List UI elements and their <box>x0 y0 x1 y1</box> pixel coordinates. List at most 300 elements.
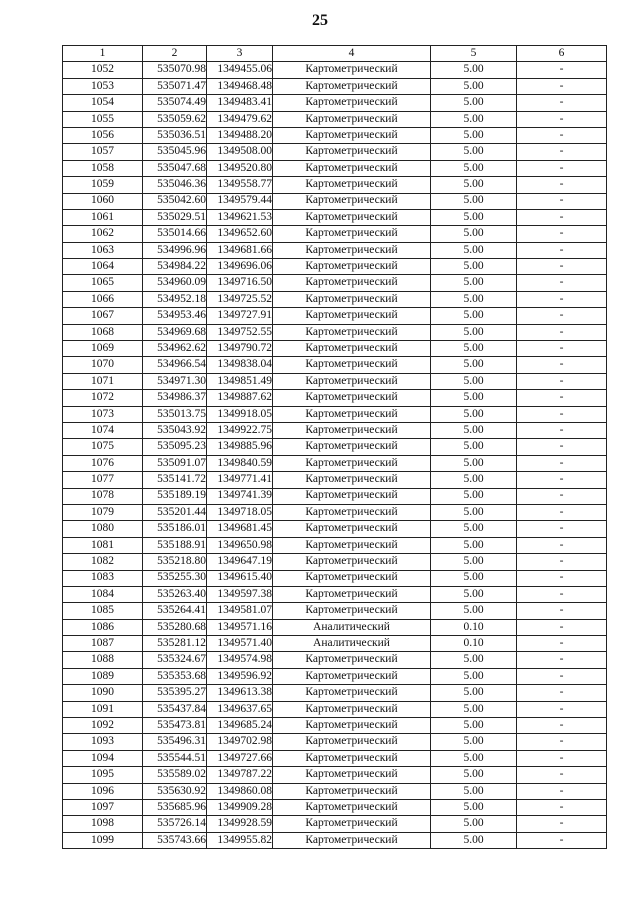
cell-accuracy: 5.00 <box>431 668 517 684</box>
cell-accuracy: 5.00 <box>431 127 517 143</box>
cell-note: - <box>517 160 607 176</box>
cell-note: - <box>517 767 607 783</box>
table-row <box>63 242 607 258</box>
cell-x-coordinate: 535630.92 <box>143 783 207 799</box>
cell-x-coordinate: 535544.51 <box>143 750 207 766</box>
cell-method: Картометрический <box>273 832 431 848</box>
cell-point-number: 1054 <box>63 95 143 111</box>
cell-y-coordinate: 1349918.05 <box>207 406 273 422</box>
cell-x-coordinate: 535589.02 <box>143 767 207 783</box>
cell-y-coordinate: 1349571.40 <box>207 636 273 652</box>
cell-y-coordinate: 1349922.75 <box>207 422 273 438</box>
cell-note: - <box>517 701 607 717</box>
cell-method: Картометрический <box>273 127 431 143</box>
cell-y-coordinate: 1349621.53 <box>207 209 273 225</box>
cell-x-coordinate: 535091.07 <box>143 455 207 471</box>
cell-note: - <box>517 357 607 373</box>
cell-accuracy: 5.00 <box>431 242 517 258</box>
cell-point-number: 1059 <box>63 177 143 193</box>
cell-method: Картометрический <box>273 390 431 406</box>
cell-y-coordinate: 1349597.38 <box>207 586 273 602</box>
cell-note: - <box>517 504 607 520</box>
table-row <box>63 144 607 160</box>
cell-note: - <box>517 308 607 324</box>
cell-x-coordinate: 534984.22 <box>143 259 207 275</box>
cell-note: - <box>517 734 607 750</box>
cell-method: Картометрический <box>273 504 431 520</box>
header-col-1: 1 <box>63 46 143 62</box>
cell-point-number: 1088 <box>63 652 143 668</box>
cell-method: Картометрический <box>273 668 431 684</box>
cell-x-coordinate: 534952.18 <box>143 291 207 307</box>
table-body <box>63 62 607 849</box>
cell-note: - <box>517 111 607 127</box>
cell-method: Картометрический <box>273 570 431 586</box>
cell-note: - <box>517 193 607 209</box>
cell-x-coordinate: 534962.62 <box>143 341 207 357</box>
table-row <box>63 652 607 668</box>
cell-point-number: 1087 <box>63 636 143 652</box>
cell-method: Картометрический <box>273 488 431 504</box>
cell-accuracy: 5.00 <box>431 767 517 783</box>
cell-point-number: 1073 <box>63 406 143 422</box>
cell-y-coordinate: 1349520.80 <box>207 160 273 176</box>
cell-y-coordinate: 1349508.00 <box>207 144 273 160</box>
cell-point-number: 1068 <box>63 324 143 340</box>
cell-y-coordinate: 1349860.08 <box>207 783 273 799</box>
cell-x-coordinate: 535281.12 <box>143 636 207 652</box>
header-col-5: 5 <box>431 46 517 62</box>
page-number: 25 <box>312 12 328 29</box>
cell-accuracy: 5.00 <box>431 390 517 406</box>
header-col-2: 2 <box>143 46 207 62</box>
cell-point-number: 1070 <box>63 357 143 373</box>
cell-y-coordinate: 1349558.77 <box>207 177 273 193</box>
cell-note: - <box>517 291 607 307</box>
cell-y-coordinate: 1349771.41 <box>207 472 273 488</box>
cell-note: - <box>517 570 607 586</box>
cell-point-number: 1084 <box>63 586 143 602</box>
cell-y-coordinate: 1349579.44 <box>207 193 273 209</box>
cell-point-number: 1071 <box>63 373 143 389</box>
table-row <box>63 537 607 553</box>
cell-accuracy: 5.00 <box>431 783 517 799</box>
cell-accuracy: 5.00 <box>431 291 517 307</box>
cell-point-number: 1094 <box>63 750 143 766</box>
table-header-row <box>63 46 607 62</box>
table-row <box>63 783 607 799</box>
cell-x-coordinate: 534971.30 <box>143 373 207 389</box>
cell-accuracy: 5.00 <box>431 439 517 455</box>
cell-note: - <box>517 95 607 111</box>
cell-method: Аналитический <box>273 636 431 652</box>
cell-point-number: 1097 <box>63 799 143 815</box>
cell-point-number: 1072 <box>63 390 143 406</box>
cell-x-coordinate: 535496.31 <box>143 734 207 750</box>
table-row <box>63 636 607 652</box>
cell-accuracy: 5.00 <box>431 685 517 701</box>
cell-x-coordinate: 534996.96 <box>143 242 207 258</box>
cell-x-coordinate: 535042.60 <box>143 193 207 209</box>
cell-x-coordinate: 535013.75 <box>143 406 207 422</box>
cell-y-coordinate: 1349885.96 <box>207 439 273 455</box>
cell-note: - <box>517 554 607 570</box>
table-row <box>63 78 607 94</box>
cell-x-coordinate: 535264.41 <box>143 603 207 619</box>
cell-accuracy: 0.10 <box>431 619 517 635</box>
table-row <box>63 341 607 357</box>
cell-accuracy: 5.00 <box>431 734 517 750</box>
cell-point-number: 1098 <box>63 816 143 832</box>
cell-point-number: 1083 <box>63 570 143 586</box>
cell-accuracy: 5.00 <box>431 652 517 668</box>
cell-accuracy: 5.00 <box>431 193 517 209</box>
cell-y-coordinate: 1349909.28 <box>207 799 273 815</box>
cell-x-coordinate: 534953.46 <box>143 308 207 324</box>
cell-accuracy: 5.00 <box>431 308 517 324</box>
cell-x-coordinate: 535743.66 <box>143 832 207 848</box>
cell-method: Аналитический <box>273 619 431 635</box>
cell-point-number: 1058 <box>63 160 143 176</box>
cell-note: - <box>517 537 607 553</box>
cell-x-coordinate: 535070.98 <box>143 62 207 78</box>
cell-point-number: 1062 <box>63 226 143 242</box>
header-col-4: 4 <box>273 46 431 62</box>
cell-x-coordinate: 535437.84 <box>143 701 207 717</box>
cell-accuracy: 5.00 <box>431 472 517 488</box>
cell-y-coordinate: 1349650.98 <box>207 537 273 553</box>
table-row <box>63 226 607 242</box>
cell-method: Картометрический <box>273 357 431 373</box>
cell-x-coordinate: 535395.27 <box>143 685 207 701</box>
cell-y-coordinate: 1349727.66 <box>207 750 273 766</box>
cell-x-coordinate: 535046.36 <box>143 177 207 193</box>
cell-note: - <box>517 324 607 340</box>
cell-method: Картометрический <box>273 160 431 176</box>
cell-method: Картометрический <box>273 439 431 455</box>
cell-x-coordinate: 535324.67 <box>143 652 207 668</box>
cell-note: - <box>517 259 607 275</box>
cell-y-coordinate: 1349596.92 <box>207 668 273 684</box>
cell-point-number: 1080 <box>63 521 143 537</box>
cell-accuracy: 5.00 <box>431 603 517 619</box>
cell-x-coordinate: 535141.72 <box>143 472 207 488</box>
table-row <box>63 718 607 734</box>
cell-note: - <box>517 652 607 668</box>
table-row <box>63 406 607 422</box>
cell-y-coordinate: 1349488.20 <box>207 127 273 143</box>
cell-method: Картометрический <box>273 406 431 422</box>
cell-method: Картометрический <box>273 78 431 94</box>
cell-x-coordinate: 535726.14 <box>143 816 207 832</box>
cell-accuracy: 5.00 <box>431 259 517 275</box>
cell-point-number: 1081 <box>63 537 143 553</box>
table-row <box>63 390 607 406</box>
cell-note: - <box>517 718 607 734</box>
cell-note: - <box>517 78 607 94</box>
cell-note: - <box>517 603 607 619</box>
cell-note: - <box>517 422 607 438</box>
cell-point-number: 1052 <box>63 62 143 78</box>
cell-y-coordinate: 1349702.98 <box>207 734 273 750</box>
cell-note: - <box>517 783 607 799</box>
cell-point-number: 1093 <box>63 734 143 750</box>
cell-method: Картометрический <box>273 422 431 438</box>
cell-point-number: 1057 <box>63 144 143 160</box>
cell-accuracy: 5.00 <box>431 422 517 438</box>
table-row <box>63 603 607 619</box>
table-row <box>63 668 607 684</box>
table-row <box>63 177 607 193</box>
table-row <box>63 357 607 373</box>
cell-method: Картометрический <box>273 95 431 111</box>
cell-accuracy: 5.00 <box>431 226 517 242</box>
cell-method: Картометрический <box>273 799 431 815</box>
cell-point-number: 1078 <box>63 488 143 504</box>
cell-note: - <box>517 209 607 225</box>
cell-y-coordinate: 1349455.06 <box>207 62 273 78</box>
table-row <box>63 62 607 78</box>
cell-accuracy: 5.00 <box>431 570 517 586</box>
cell-accuracy: 5.00 <box>431 95 517 111</box>
cell-y-coordinate: 1349574.98 <box>207 652 273 668</box>
cell-point-number: 1076 <box>63 455 143 471</box>
cell-y-coordinate: 1349840.59 <box>207 455 273 471</box>
cell-method: Картометрический <box>273 554 431 570</box>
cell-y-coordinate: 1349851.49 <box>207 373 273 389</box>
cell-method: Картометрический <box>273 291 431 307</box>
cell-y-coordinate: 1349787.22 <box>207 767 273 783</box>
table-row <box>63 373 607 389</box>
cell-point-number: 1082 <box>63 554 143 570</box>
cell-method: Картометрический <box>273 783 431 799</box>
cell-note: - <box>517 472 607 488</box>
cell-note: - <box>517 127 607 143</box>
table-row <box>63 308 607 324</box>
cell-point-number: 1065 <box>63 275 143 291</box>
cell-method: Картометрический <box>273 324 431 340</box>
cell-x-coordinate: 535186.01 <box>143 521 207 537</box>
cell-x-coordinate: 535473.81 <box>143 718 207 734</box>
cell-x-coordinate: 535047.68 <box>143 160 207 176</box>
cell-accuracy: 5.00 <box>431 406 517 422</box>
cell-y-coordinate: 1349928.59 <box>207 816 273 832</box>
table-row <box>63 160 607 176</box>
cell-method: Картометрический <box>273 259 431 275</box>
cell-y-coordinate: 1349483.41 <box>207 95 273 111</box>
table-row <box>63 554 607 570</box>
table-row <box>63 619 607 635</box>
cell-y-coordinate: 1349468.48 <box>207 78 273 94</box>
cell-y-coordinate: 1349955.82 <box>207 832 273 848</box>
cell-y-coordinate: 1349681.66 <box>207 242 273 258</box>
cell-x-coordinate: 535043.92 <box>143 422 207 438</box>
cell-y-coordinate: 1349685.24 <box>207 718 273 734</box>
table-row <box>63 324 607 340</box>
cell-method: Картометрический <box>273 701 431 717</box>
cell-note: - <box>517 586 607 602</box>
cell-method: Картометрический <box>273 685 431 701</box>
cell-note: - <box>517 816 607 832</box>
cell-note: - <box>517 406 607 422</box>
table-row <box>63 570 607 586</box>
cell-method: Картометрический <box>273 586 431 602</box>
cell-method: Картометрический <box>273 177 431 193</box>
cell-method: Картометрический <box>273 537 431 553</box>
table-row <box>63 291 607 307</box>
cell-note: - <box>517 750 607 766</box>
cell-note: - <box>517 488 607 504</box>
cell-accuracy: 5.00 <box>431 750 517 766</box>
cell-method: Картометрический <box>273 455 431 471</box>
cell-x-coordinate: 535280.68 <box>143 619 207 635</box>
cell-method: Картометрический <box>273 767 431 783</box>
cell-method: Картометрический <box>273 816 431 832</box>
header-col-3: 3 <box>207 46 273 62</box>
cell-method: Картометрический <box>273 308 431 324</box>
cell-point-number: 1089 <box>63 668 143 684</box>
table-row <box>63 209 607 225</box>
cell-point-number: 1066 <box>63 291 143 307</box>
cell-y-coordinate: 1349718.05 <box>207 504 273 520</box>
cell-method: Картометрический <box>273 750 431 766</box>
cell-accuracy: 5.00 <box>431 586 517 602</box>
cell-x-coordinate: 535029.51 <box>143 209 207 225</box>
cell-point-number: 1090 <box>63 685 143 701</box>
cell-accuracy: 5.00 <box>431 373 517 389</box>
cell-accuracy: 5.00 <box>431 177 517 193</box>
cell-x-coordinate: 534960.09 <box>143 275 207 291</box>
cell-point-number: 1091 <box>63 701 143 717</box>
cell-y-coordinate: 1349716.50 <box>207 275 273 291</box>
table-row <box>63 95 607 111</box>
cell-accuracy: 5.00 <box>431 275 517 291</box>
table-row <box>63 111 607 127</box>
table-row <box>63 701 607 717</box>
cell-method: Картометрический <box>273 472 431 488</box>
cell-x-coordinate: 535036.51 <box>143 127 207 143</box>
table-row <box>63 832 607 848</box>
cell-method: Картометрический <box>273 521 431 537</box>
cell-point-number: 1063 <box>63 242 143 258</box>
cell-note: - <box>517 799 607 815</box>
cell-y-coordinate: 1349887.62 <box>207 390 273 406</box>
cell-x-coordinate: 535218.80 <box>143 554 207 570</box>
cell-y-coordinate: 1349647.19 <box>207 554 273 570</box>
cell-y-coordinate: 1349479.62 <box>207 111 273 127</box>
table-row <box>63 586 607 602</box>
table-row <box>63 455 607 471</box>
cell-y-coordinate: 1349681.45 <box>207 521 273 537</box>
cell-x-coordinate: 535353.68 <box>143 668 207 684</box>
cell-note: - <box>517 226 607 242</box>
cell-note: - <box>517 685 607 701</box>
cell-method: Картометрический <box>273 209 431 225</box>
table-row <box>63 422 607 438</box>
cell-point-number: 1095 <box>63 767 143 783</box>
cell-method: Картометрический <box>273 373 431 389</box>
cell-note: - <box>517 177 607 193</box>
cell-note: - <box>517 668 607 684</box>
cell-note: - <box>517 619 607 635</box>
cell-point-number: 1086 <box>63 619 143 635</box>
cell-note: - <box>517 144 607 160</box>
cell-x-coordinate: 535095.23 <box>143 439 207 455</box>
cell-method: Картометрический <box>273 718 431 734</box>
cell-y-coordinate: 1349613.38 <box>207 685 273 701</box>
table-row <box>63 127 607 143</box>
cell-note: - <box>517 455 607 471</box>
cell-x-coordinate: 535014.66 <box>143 226 207 242</box>
cell-x-coordinate: 535189.19 <box>143 488 207 504</box>
table-row <box>63 472 607 488</box>
cell-note: - <box>517 439 607 455</box>
cell-method: Картометрический <box>273 111 431 127</box>
cell-x-coordinate: 535071.47 <box>143 78 207 94</box>
table-row <box>63 685 607 701</box>
cell-y-coordinate: 1349752.55 <box>207 324 273 340</box>
cell-method: Картометрический <box>273 242 431 258</box>
cell-y-coordinate: 1349637.65 <box>207 701 273 717</box>
cell-y-coordinate: 1349727.91 <box>207 308 273 324</box>
cell-y-coordinate: 1349652.60 <box>207 226 273 242</box>
cell-accuracy: 5.00 <box>431 488 517 504</box>
cell-point-number: 1064 <box>63 259 143 275</box>
cell-accuracy: 5.00 <box>431 799 517 815</box>
cell-x-coordinate: 535074.49 <box>143 95 207 111</box>
cell-y-coordinate: 1349741.39 <box>207 488 273 504</box>
cell-x-coordinate: 535685.96 <box>143 799 207 815</box>
table-row <box>63 816 607 832</box>
table-row <box>63 734 607 750</box>
cell-point-number: 1055 <box>63 111 143 127</box>
table-row <box>63 521 607 537</box>
cell-accuracy: 5.00 <box>431 357 517 373</box>
cell-method: Картометрический <box>273 62 431 78</box>
cell-x-coordinate: 534986.37 <box>143 390 207 406</box>
cell-point-number: 1077 <box>63 472 143 488</box>
cell-accuracy: 5.00 <box>431 455 517 471</box>
cell-note: - <box>517 275 607 291</box>
cell-x-coordinate: 535045.96 <box>143 144 207 160</box>
table-row <box>63 193 607 209</box>
cell-y-coordinate: 1349725.52 <box>207 291 273 307</box>
cell-x-coordinate: 534966.54 <box>143 357 207 373</box>
table-row <box>63 259 607 275</box>
cell-note: - <box>517 373 607 389</box>
cell-point-number: 1056 <box>63 127 143 143</box>
cell-accuracy: 0.10 <box>431 636 517 652</box>
table-row <box>63 767 607 783</box>
cell-method: Картометрический <box>273 144 431 160</box>
cell-method: Картометрический <box>273 275 431 291</box>
table-row <box>63 799 607 815</box>
cell-method: Картометрический <box>273 226 431 242</box>
cell-accuracy: 5.00 <box>431 144 517 160</box>
cell-accuracy: 5.00 <box>431 209 517 225</box>
cell-method: Картометрический <box>273 341 431 357</box>
cell-accuracy: 5.00 <box>431 701 517 717</box>
cell-accuracy: 5.00 <box>431 111 517 127</box>
table-row <box>63 488 607 504</box>
cell-method: Картометрический <box>273 734 431 750</box>
cell-point-number: 1074 <box>63 422 143 438</box>
cell-accuracy: 5.00 <box>431 718 517 734</box>
cell-y-coordinate: 1349838.04 <box>207 357 273 373</box>
cell-accuracy: 5.00 <box>431 78 517 94</box>
table-row <box>63 504 607 520</box>
cell-note: - <box>517 521 607 537</box>
